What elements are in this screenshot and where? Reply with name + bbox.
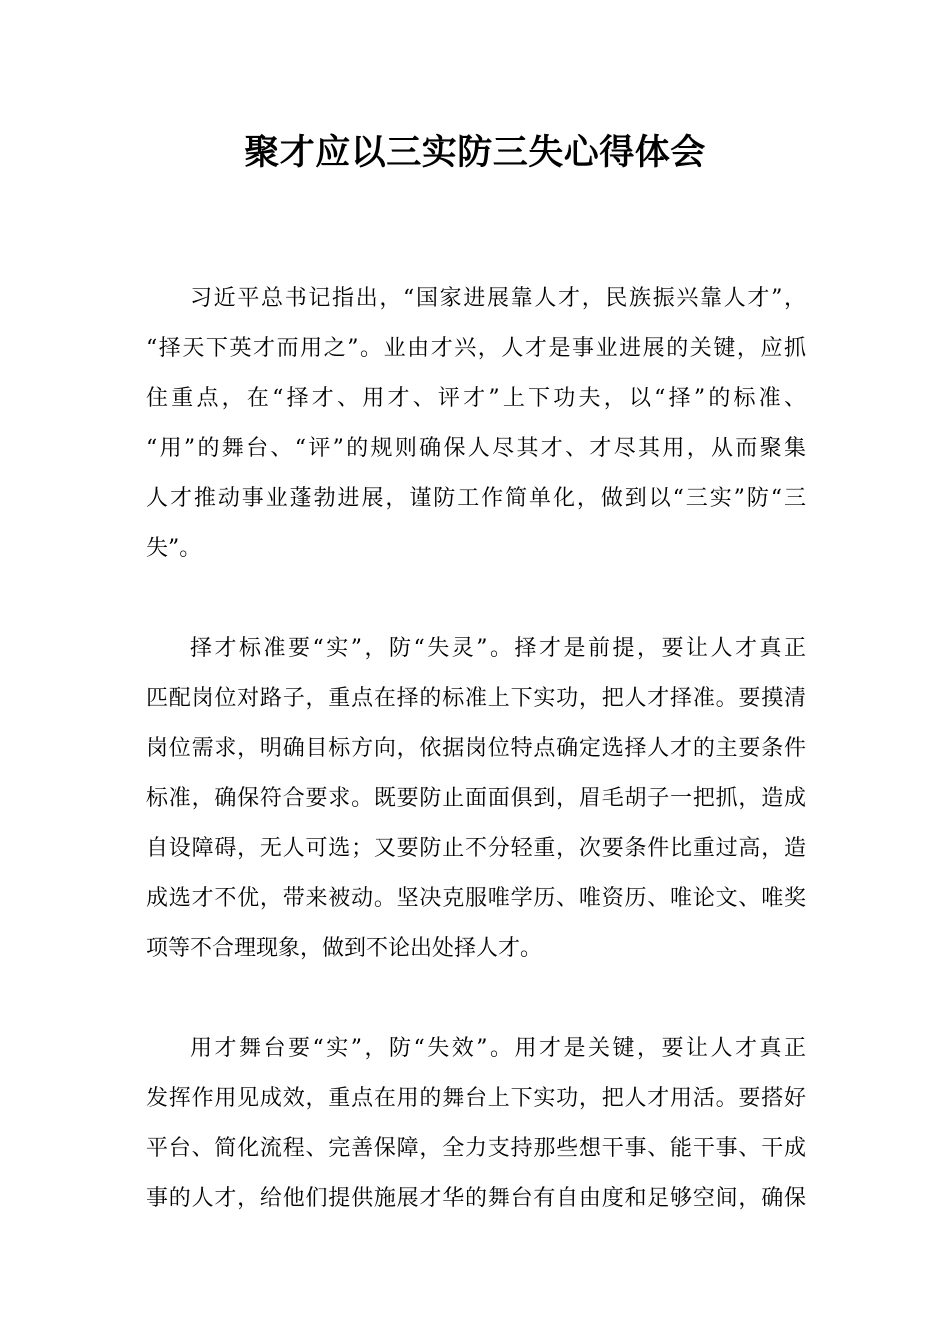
paragraph-line: 事的人才，给他们提供施展才华的舞台有自由度和足够空间，确保	[146, 1186, 806, 1211]
paragraph-line: 择才标准要“实”，防“失灵”。择才是前提，要让人才真正	[190, 636, 806, 661]
paragraph-line: 标准，确保符合要求。既要防止面面俱到，眉毛胡子一把抓，造成	[146, 786, 806, 811]
paragraph-line: 自设障碍，无人可选；又要防止不分轻重，次要条件比重过高，造	[146, 836, 806, 861]
paragraph-line: “用”的舞台、“评”的规则确保人尽其才、才尽其用，从而聚集	[146, 436, 806, 461]
paragraph-line: 匹配岗位对路子，重点在择的标准上下实功，把人才择准。要摸清	[146, 686, 806, 711]
document-title: 聚才应以三实防三失心得体会	[244, 133, 706, 173]
paragraph-line: 项等不合理现象，做到不论出处择人才。	[146, 936, 543, 961]
paragraph-line: 成选才不优，带来被动。坚决克服唯学历、唯资历、唯论文、唯奖	[146, 886, 806, 911]
paragraph-intro	[146, 274, 806, 574]
paragraph-line: 平台、简化流程、完善保障，全力支持那些想干事、能干事、干成	[146, 1136, 806, 1161]
paragraph-selection-standard	[146, 624, 806, 974]
paragraph-line: 岗位需求，明确目标方向，依据岗位特点确定选择人才的主要条件	[146, 736, 806, 761]
paragraph-line: 用才舞台要“实”，防“失效”。用才是关键，要让人才真正	[190, 1036, 806, 1061]
paragraph-line: “择天下英才而用之”。业由才兴，人才是事业进展的关键，应抓	[146, 336, 806, 361]
paragraph-usage-stage	[146, 1024, 806, 1224]
paragraph-line: 住重点，在“择才、用才、评才”上下功夫，以“择”的标准、	[146, 386, 806, 411]
paragraph-line: 发挥作用见成效，重点在用的舞台上下实功，把人才用活。要搭好	[146, 1086, 806, 1111]
paragraph-line: 人才推动事业蓬勃进展，谨防工作简单化，做到以“三实”防“三	[146, 486, 806, 511]
paragraph-line: 习近平总书记指出，“国家进展靠人才，民族振兴靠人才”，	[190, 286, 806, 311]
paragraph-line: 失”。	[146, 536, 202, 561]
